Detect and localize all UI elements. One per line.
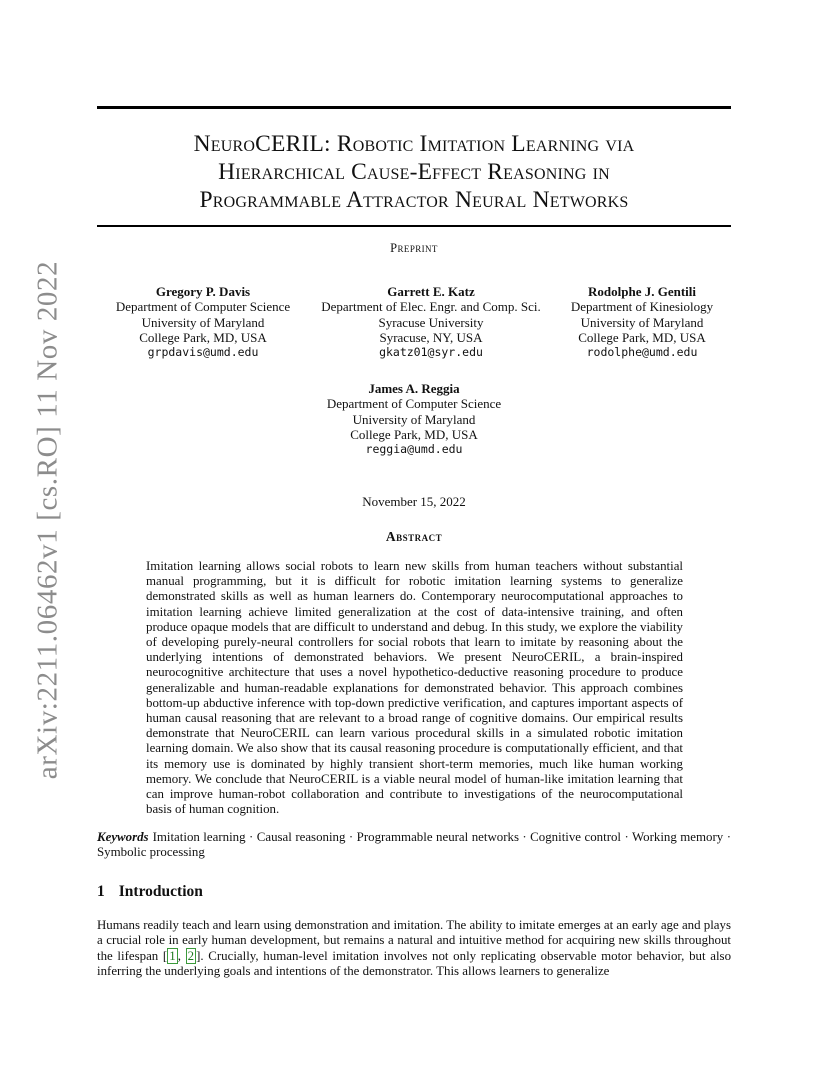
title-top-rule <box>97 106 731 109</box>
title-bottom-rule <box>97 225 731 227</box>
author-department: Department of Kinesiology <box>570 299 714 315</box>
author-card <box>314 381 514 457</box>
section-title: Introduction <box>118 883 203 900</box>
author-name: James A. Reggia <box>368 381 460 396</box>
citation-link[interactable]: 2 <box>187 948 195 963</box>
author-email[interactable]: grpdavis@umd.edu <box>147 345 259 360</box>
intro-text: ]. Crucially, human-level imitation involves not only replicating observable motor behavior, but also inferring the underlying goals and intentions of the demonstrator. This allows learners to generalize <box>97 948 732 979</box>
author-card <box>103 284 303 360</box>
citation-link[interactable]: 1 <box>169 948 176 963</box>
author-name: Gregory P. Davis <box>155 284 251 299</box>
author-location: College Park, MD, USA <box>578 329 706 345</box>
keywords <box>97 830 731 860</box>
keywords-label: Keywords <box>97 830 149 844</box>
section-number: 1 <box>97 883 105 900</box>
author-email[interactable]: rodolphe@umd.edu <box>586 345 698 360</box>
author-name: Garrett E. Katz <box>387 284 475 299</box>
author-institution: University of Maryland <box>580 314 704 330</box>
author-location: Syracuse, NY, USA <box>379 329 483 345</box>
author-location: College Park, MD, USA <box>139 329 267 345</box>
title-line-1: NeuroCERIL: Robotic Imitation Learning via <box>193 131 635 157</box>
author-institution: University of Maryland <box>352 411 476 427</box>
publication-date: November 15, 2022 <box>362 494 466 509</box>
intro-text: Humans readily teach and learn using demonstration and imitation. The ability to imitate emerges at an early age and plays a crucial role in early human development, but remains a natural and intuitive method for acquiring new skills throughout the lifespan [ <box>97 918 731 963</box>
section-heading-introduction <box>97 883 203 901</box>
author-card <box>557 284 727 360</box>
title-line-2: Hierarchical Cause-Effect Reasoning in <box>218 159 610 185</box>
author-institution: University of Maryland <box>141 314 265 330</box>
author-card <box>308 284 554 360</box>
author-email[interactable]: reggia@umd.edu <box>365 442 463 457</box>
author-department: Department of Computer Science <box>326 396 502 412</box>
abstract-text: Imitation learning allows social robots to learn new skills from human teachers without substantial manual programming, but it is difficult for robotic imitation learning systems to generalize demonstrated skills as well as human learners do. Contemporary neurocomputational approaches to imitation learning achieve limited generalization at the cost of data-intensive training, and often produce opaque models that are difficult to understand and debug. In this study, we explore the viability of developing purely-neural controllers for social robots that learn to imitate by reasoning about the underlying intentions of demonstrated behaviors. We present NeuroCERIL, a brain-inspired neurocognitive architecture that uses a novel hypothetico-deductive reasoning procedure to produce generalizable and human-readable explanations for demonstrated behavior. This approach combines bottom-up abductive inference with top-down predictive verification, and captures important aspects of human causal reasoning that are relevant to a broad range of cognitive domains. Our empirical results demonstrate that NeuroCERIL can learn various procedural skills in a simulated robotic imitation learning domain. We also show that its causal reasoning procedure is computationally efficient, and that its memory use is dominated by highly transient short-term memories, much like human working memory. We conclude that NeuroCERIL is a viable neural model of human-like imitation learning that can improve human-robot collaboration and contribute to investigations of the neurocomputational basis of human cognition. <box>146 559 683 817</box>
author-name: Rodolphe J. Gentili <box>588 284 696 299</box>
keywords-text: Imitation learning · Causal reasoning · Programmable neural networks · Cognitive control · Working memory · Symbolic processing <box>97 830 731 860</box>
abstract-heading: Abstract <box>385 529 443 544</box>
preprint-label: Preprint <box>390 241 438 255</box>
author-department: Department of Elec. Engr. and Comp. Sci. <box>321 299 541 315</box>
title-line-3: Programmable Attractor Neural Networks <box>199 187 629 213</box>
author-institution: Syracuse University <box>378 314 484 330</box>
author-location: College Park, MD, USA <box>350 426 478 442</box>
paper-title <box>97 130 731 214</box>
author-department: Department of Computer Science <box>115 299 291 315</box>
author-email[interactable]: gkatz01@syr.edu <box>379 345 483 360</box>
arxiv-identifier-stamp: arXiv:2211.06462v1 [cs.RO] 11 Nov 2022 <box>31 260 64 780</box>
citation-separator: , <box>177 948 186 963</box>
introduction-paragraph <box>97 918 731 980</box>
